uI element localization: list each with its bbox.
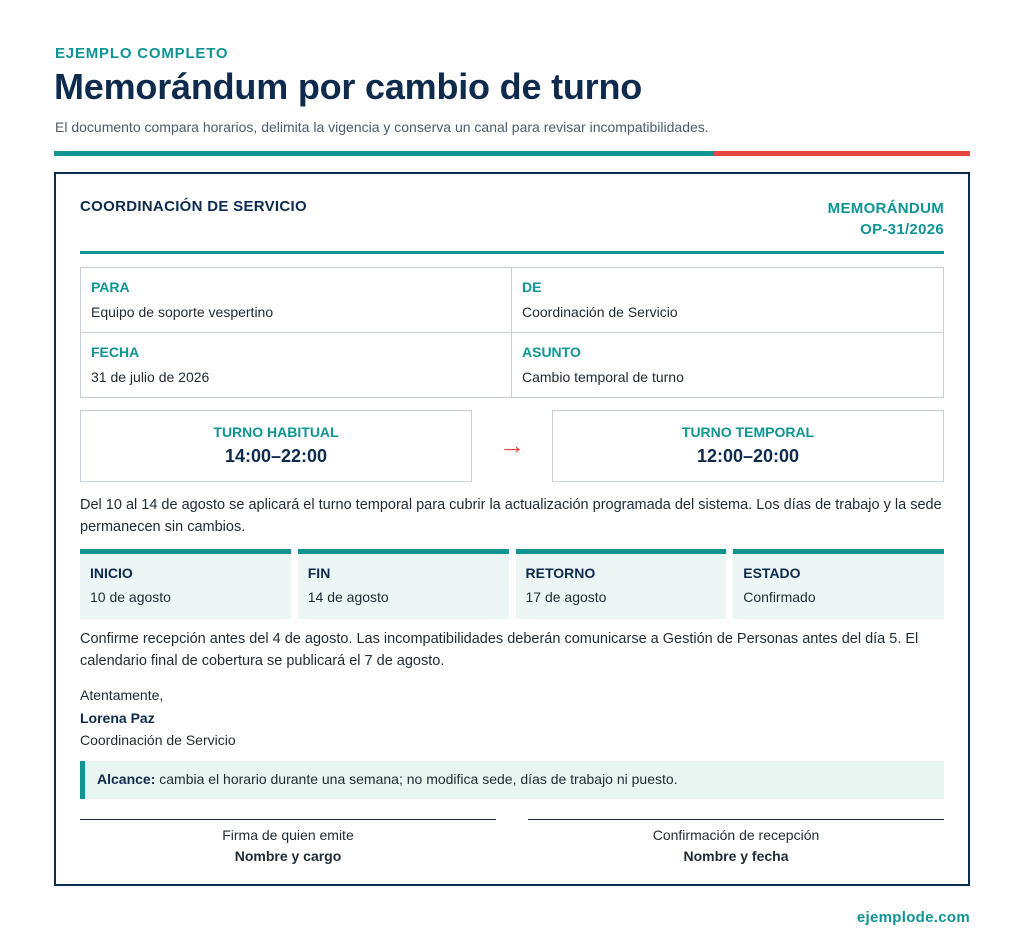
info-label: ASUNTO xyxy=(522,343,581,360)
status-card-retorno xyxy=(516,549,727,619)
status-cards xyxy=(80,549,944,619)
info-value: Cambio temporal de turno xyxy=(522,368,684,385)
status-value: Confirmado xyxy=(743,589,816,605)
status-label: INICIO xyxy=(90,565,133,581)
signature-title: Firma de quien emite xyxy=(222,827,354,843)
info-cell-fecha xyxy=(81,333,512,398)
signature-subtitle: Nombre y cargo xyxy=(234,848,342,864)
scope-note xyxy=(80,761,944,799)
signer-role: Coordinación de Servicio xyxy=(80,732,236,748)
shift-temporary-label: TURNO TEMPORAL xyxy=(681,424,815,440)
memo-header-rule xyxy=(80,251,944,254)
signature-receipt xyxy=(528,819,944,864)
signature-issuer xyxy=(80,819,496,864)
signature-subtitle: Nombre y fecha xyxy=(683,848,789,864)
shift-temporary-box xyxy=(552,410,944,482)
signature-title: Confirmación de recepción xyxy=(652,827,820,843)
shift-current-label: TURNO HABITUAL xyxy=(213,424,339,440)
status-card-inicio xyxy=(80,549,291,619)
memo-department: COORDINACIÓN DE SERVICIO xyxy=(80,198,307,215)
status-label: FIN xyxy=(307,565,331,581)
eyebrow-label: EJEMPLO COMPLETO xyxy=(55,45,229,62)
scope-text: cambia el horario durante una semana; no modifica sede, días de trabajo ni puesto. xyxy=(155,771,678,787)
info-value: Coordinación de Servicio xyxy=(522,304,678,320)
page-title: Memorándum por cambio de turno xyxy=(54,66,643,107)
arrow-right-icon: → xyxy=(499,430,525,460)
info-cell-asunto xyxy=(512,333,943,398)
memo-reference xyxy=(828,198,944,240)
status-card-estado xyxy=(733,549,944,619)
status-value: 17 de agosto xyxy=(525,589,607,605)
info-label: PARA xyxy=(91,279,130,295)
header-rule-teal xyxy=(54,151,714,156)
scope-label: Alcance: xyxy=(97,771,156,787)
shift-current-time: 14:00–22:00 xyxy=(224,446,328,466)
status-label: ESTADO xyxy=(743,565,801,581)
memo-document xyxy=(54,172,970,886)
status-label: RETORNO xyxy=(525,565,596,581)
memo-closing xyxy=(80,684,236,752)
closing-greeting: Atentamente, xyxy=(80,687,164,703)
info-value: Equipo de soporte vespertino xyxy=(91,304,274,320)
memo-info-grid xyxy=(80,267,944,398)
header-rule-red xyxy=(714,151,970,156)
status-value: 14 de agosto xyxy=(307,589,389,605)
brand-link[interactable]: ejemplode.com xyxy=(856,909,970,926)
memo-paragraph-schedule: Del 10 al 14 de agosto se aplicará el turno temporal para cubrir la actualización programada del sistema. Los días de trabajo y la sede permanecen sin cambios. xyxy=(80,497,942,535)
info-label: DE xyxy=(522,279,542,295)
memo-code: OP-31/2026 xyxy=(860,221,944,238)
memo-paragraph-deadlines: Confirme recepción antes del 4 de agosto. Las incompatibilidades deberán comunicarse a Gestión de Personas antes del día 5. El calendario final de cobertura se publicará el 7 de agosto. xyxy=(80,631,919,669)
info-cell-de xyxy=(512,268,943,333)
status-card-fin xyxy=(298,549,509,619)
info-cell-para xyxy=(81,268,512,333)
shift-current-box xyxy=(80,410,472,482)
signer-name: Lorena Paz xyxy=(80,709,155,726)
shift-temporary-time: 12:00–20:00 xyxy=(696,446,800,466)
status-value: 10 de agosto xyxy=(90,589,171,605)
info-value: 31 de julio de 2026 xyxy=(91,368,210,385)
info-label: FECHA xyxy=(91,343,140,360)
memo-type-label: MEMORÁNDUM xyxy=(827,200,944,217)
page-subtitle: El documento compara horarios, delimita la vigencia y conserva un canal para revisar incompatibilidades. xyxy=(55,119,709,135)
